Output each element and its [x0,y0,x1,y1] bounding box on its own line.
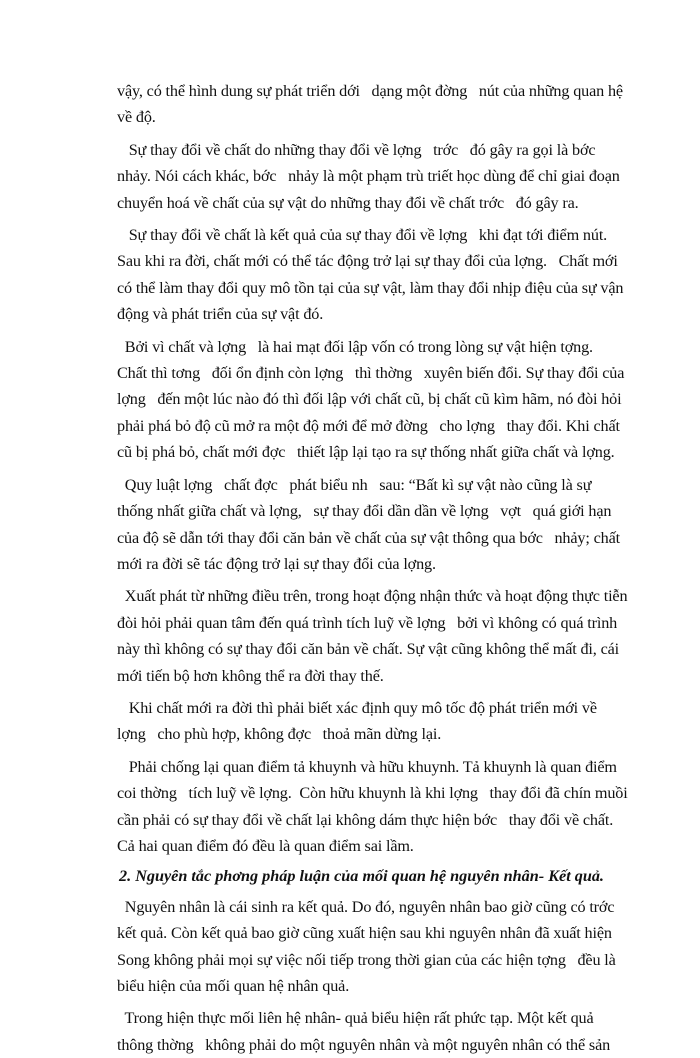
text-line: đòi hỏi phải quan tâm đến quá trình tích luỹ về lợng bởi vì không có quá trình [117,613,618,632]
text-line: Sau khi ra đời, chất mới có thể tác động trở lại sự thay đổi của lợng. Chất mới [117,252,618,271]
document-page [117,78,654,1058]
paragraph [117,137,654,216]
text-line: về độ. [117,108,156,127]
text-line: Trong hiện thực mối liên hệ nhân- quả biểu hiện rất phức tạp. Một kết quả [117,1009,594,1028]
text-line: Xuất phát từ những điều trên, trong hoạt động nhận thức và hoạt động thực tiễn [117,587,628,606]
paragraph [117,583,654,689]
text-line: Sự thay đổi về chất do những thay đổi về lợng trớc đó gây ra gọi là bớc [117,140,596,159]
text-line: này thì không có sự thay đổi căn bản về chất. Sự vật cũng không thể mất đi, cái [117,640,619,659]
text-line: chuyển hoá về chất của sự vật do những thay đổi về chất trớc đó gây ra. [117,193,579,212]
text-line: mới ra đời sẽ tác động trở lại sự thay đổi của lợng. [117,554,436,573]
text-line: Chất thì tơng đối ổn định còn lợng thì thờng xuyên biến đổi. Sự thay đổi của [117,364,625,383]
text-line: Song không phải mọi sự việc nối tiếp trong thời gian của các hiện tợng đều là [117,950,616,969]
text-line: biểu hiện của mối quan hệ nhân quả. [117,977,350,995]
text-line: thông thờng không phải do một nguyên nhân và một nguyên nhân có thể sản [117,1035,611,1054]
text-line: nhảy. Nói cách khác, bớc nhảy là một phạm trù triết học dùng để chỉ giai đoạn [117,167,620,186]
text-line: Quy luật lợng chất đợc phát biểu nh sau: “Bất kì sự vật nào cũng là sự [117,475,592,494]
paragraph [117,695,654,748]
text-line: Bởi vì chất và lợng là hai mạt đối lập vốn có trong lòng sự vật hiện tợng. [117,337,593,356]
text-line: Phải chống lại quan điểm tả khuynh và hữu khuynh. Tả khuynh là quan điểm [117,757,617,776]
text-line: của độ sẽ dẫn tới thay đổi căn bản về chất của sự vật thông qua bớc nhảy; chất [117,528,620,547]
text-line: Sự thay đổi về chất là kết quả của sự thay đổi về lợng khi đạt tới điểm nút. [117,226,608,245]
paragraph [117,78,654,131]
text-line: lợng đến một lúc nào đó thì đối lập với chất cũ, bị chất cũ kìm hãm, nó đòi hỏi [117,390,622,409]
text-line: có thể làm thay đổi quy mô tồn tại của sự vật, làm thay đổi nhịp điệu của sự vận [117,278,624,297]
text-line: Khi chất mới ra đời thì phải biết xác định quy mô tốc độ phát triển mới về [117,698,597,717]
text-line: kết quả. Còn kết quả bao giờ cũng xuất hiện sau khi nguyên nhân đã xuất hiện [117,924,612,943]
text-line: thống nhất giữa chất và lợng, sự thay đổi dần dần về lợng vợt quá giới hạn [117,502,612,521]
section-heading: 2. Nguyên tắc phơng pháp luận của mối quan hệ nguyên nhân- Kết quả. [119,867,604,886]
text-line: Nguyên nhân là cái sinh ra kết quả. Do đó, nguyên nhân bao giờ cũng có trớc [117,897,615,916]
text-line: cũ bị phá bỏ, chất mới đợc thiết lập lại tạo ra sự thống nhất giữa chất và lợng. [117,443,615,462]
text-line: Cả hai quan điểm đó đều là quan điểm sai lầm. [117,836,414,855]
paragraph [117,472,654,578]
text-line: cần phải có sự thay đổi về chất lại không dám thực hiện bớc thay đổi về chất. [117,810,614,829]
text-line: động và phát triển của sự vật đó. [117,305,324,324]
paragraph [117,754,654,860]
text-line: coi thờng tích luỹ về lợng. Còn hữu khuynh là khi lợng thay đổi đã chín muồi [117,784,628,803]
text-line: lợng cho phù hợp, không đợc thoả mãn dừng lại. [117,725,442,744]
paragraph [117,1005,654,1058]
paragraph [117,894,654,1000]
paragraph [117,334,654,466]
text-line: mới tiến bộ hơn không thể ra đời thay thế. [117,666,384,685]
paragraph [117,222,654,328]
text-line: phải phá bỏ độ cũ mở ra một độ mới để mở đờng cho lợng thay đổi. Khi chất [117,416,620,435]
text-line: vậy, có thể hình dung sự phát triển dới dạng một đờng nút của những quan hệ [117,82,623,100]
